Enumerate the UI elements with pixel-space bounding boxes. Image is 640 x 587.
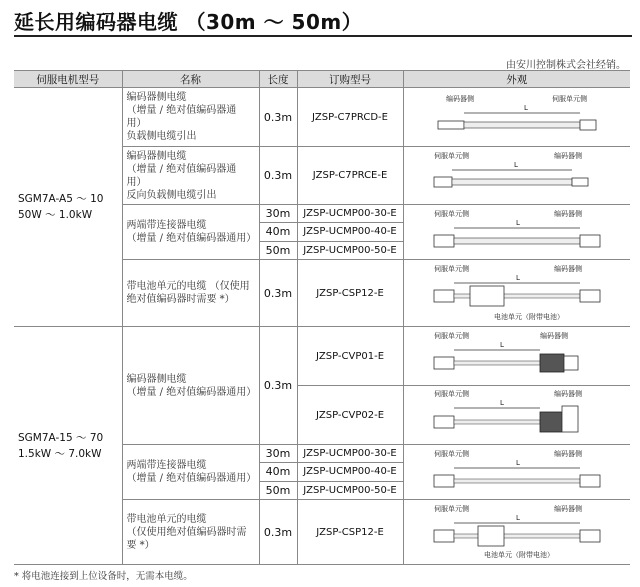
cable-figure: [403, 147, 630, 205]
cable-drawing: [404, 386, 630, 444]
figure-label-length: L: [499, 399, 504, 407]
cable-length: 50m: [259, 241, 297, 259]
order-code: JZSP-CVP01-E: [297, 327, 403, 386]
order-code: JZSP-UCMP00-40-E: [297, 223, 403, 241]
header-length: 长度: [259, 71, 297, 88]
battery-unit: [478, 526, 504, 546]
model-range: SGM7A-15 ～ 70: [18, 431, 104, 444]
figure-label-left: 伺服单元侧: [433, 450, 469, 458]
figure-label-length: L: [515, 274, 520, 282]
figure-label-left: 编码器侧: [445, 95, 474, 103]
cable-figure: [403, 386, 630, 445]
figure-label-length: L: [499, 341, 504, 349]
cable-drawing: [404, 445, 630, 499]
header-name: 名称: [122, 71, 259, 88]
figure-label-length: L: [513, 161, 518, 169]
figure-label-battery: 电池单元（附带电池）: [483, 551, 554, 559]
order-code: JZSP-C7PRCE-E: [297, 147, 403, 205]
cable-drawing: [404, 147, 630, 204]
cable-name: 带电池单元的电缆 （仅使用绝对值编码器时需要 *）: [122, 260, 259, 327]
cable-length: 30m: [259, 445, 297, 463]
figure-label-length: L: [515, 459, 520, 467]
cable-drawing: [404, 327, 630, 385]
table-row: [14, 327, 630, 386]
header-order-code: 订购型号: [297, 71, 403, 88]
model-power: 50W ～ 1.0kW: [18, 209, 93, 221]
cable-length: 0.3m: [259, 327, 297, 445]
battery-unit: [470, 286, 504, 306]
cable-name: 两端带连接器电缆 （增量 / 绝对值编码器通用）: [122, 205, 259, 260]
order-code: JZSP-UCMP00-30-E: [297, 445, 403, 463]
figure-label-right: 编码器侧: [553, 505, 582, 513]
order-code: JZSP-UCMP00-30-E: [297, 205, 403, 223]
cable-length: 40m: [259, 223, 297, 241]
table-row: [14, 88, 630, 147]
figure-label-right: 编码器侧: [553, 390, 582, 398]
model-cell: [14, 327, 122, 565]
figure-label-length: L: [523, 104, 528, 112]
page-title: 延长用编码器电缆 （30m ～ 50m）: [14, 10, 363, 34]
order-code: JZSP-CVP02-E: [297, 386, 403, 445]
cable-length: 0.3m: [259, 88, 297, 147]
table-header-row: [14, 71, 630, 88]
cable-drawing: [404, 260, 630, 326]
figure-label-left: 伺服单元侧: [433, 332, 469, 340]
figure-label-left: 伺服单元侧: [433, 265, 469, 273]
title-rule: [14, 35, 632, 37]
cable-length: 0.3m: [259, 500, 297, 565]
figure-label-right: 伺服单元侧: [551, 95, 587, 103]
figure-label-length: L: [515, 514, 520, 522]
footnote: * 将电池连接到上位设备时，无需本电缆。: [14, 571, 193, 582]
figure-label-left: 伺服单元侧: [433, 505, 469, 513]
cable-length: 0.3m: [259, 260, 297, 327]
figure-label-right: 编码器侧: [539, 332, 568, 340]
order-code: JZSP-CSP12-E: [297, 260, 403, 327]
figure-label-right: 编码器侧: [553, 450, 582, 458]
cable-length: 0.3m: [259, 147, 297, 205]
distributor-note: 由安川控制株式会社经销。: [506, 60, 626, 71]
order-code: JZSP-UCMP00-50-E: [297, 481, 403, 499]
cable-drawing: [404, 205, 630, 259]
order-code: JZSP-CSP12-E: [297, 500, 403, 565]
cable-figure: [403, 500, 630, 565]
cable-length: 40m: [259, 463, 297, 481]
cable-name: 编码器侧电缆 （增量 / 绝对值编码器通用） 反向负载侧电缆引出: [122, 147, 259, 205]
figure-label-length: L: [515, 219, 520, 227]
cable-name: 带电池单元的电缆 （仅使用绝对值编码器时需要 *）: [122, 500, 259, 565]
order-code: JZSP-UCMP00-50-E: [297, 241, 403, 259]
cable-figure: [403, 205, 630, 260]
cable-length: 50m: [259, 481, 297, 499]
figure-label-left: 伺服单元侧: [433, 210, 469, 218]
cable-figure: [403, 88, 630, 147]
figure-label-battery: 电池单元（附带电池）: [493, 313, 564, 321]
figure-label-left: 伺服单元侧: [433, 152, 469, 160]
figure-label-right: 编码器侧: [553, 265, 582, 273]
cable-name: 两端带连接器电缆 （增量 / 绝对值编码器通用）: [122, 445, 259, 500]
order-code: JZSP-UCMP00-40-E: [297, 463, 403, 481]
model-power: 1.5kW ～ 7.0kW: [18, 447, 102, 460]
header-appearance: 外观: [403, 71, 630, 88]
cable-table: [14, 70, 630, 565]
model-cell: [14, 88, 122, 327]
header-model: 伺服电机型号: [14, 71, 122, 88]
cable-drawing: [404, 88, 630, 146]
cable-figure: [403, 445, 630, 500]
figure-label-right: 编码器侧: [553, 210, 582, 218]
cable-drawing: [404, 500, 630, 564]
cable-figure: [403, 327, 630, 386]
figure-label-left: 伺服单元侧: [433, 390, 469, 398]
cable-name: 编码器侧电缆 （增量 / 绝对值编码器通用）: [122, 327, 259, 445]
cable-figure: [403, 260, 630, 327]
cable-name: 编码器侧电缆 （增量 / 绝对值编码器通用） 负载侧电缆引出: [122, 88, 259, 147]
cable-length: 30m: [259, 205, 297, 223]
order-code: JZSP-C7PRCD-E: [297, 88, 403, 147]
model-range: SGM7A-A5 ～ 10: [18, 193, 104, 205]
figure-label-right: 编码器侧: [553, 152, 582, 160]
